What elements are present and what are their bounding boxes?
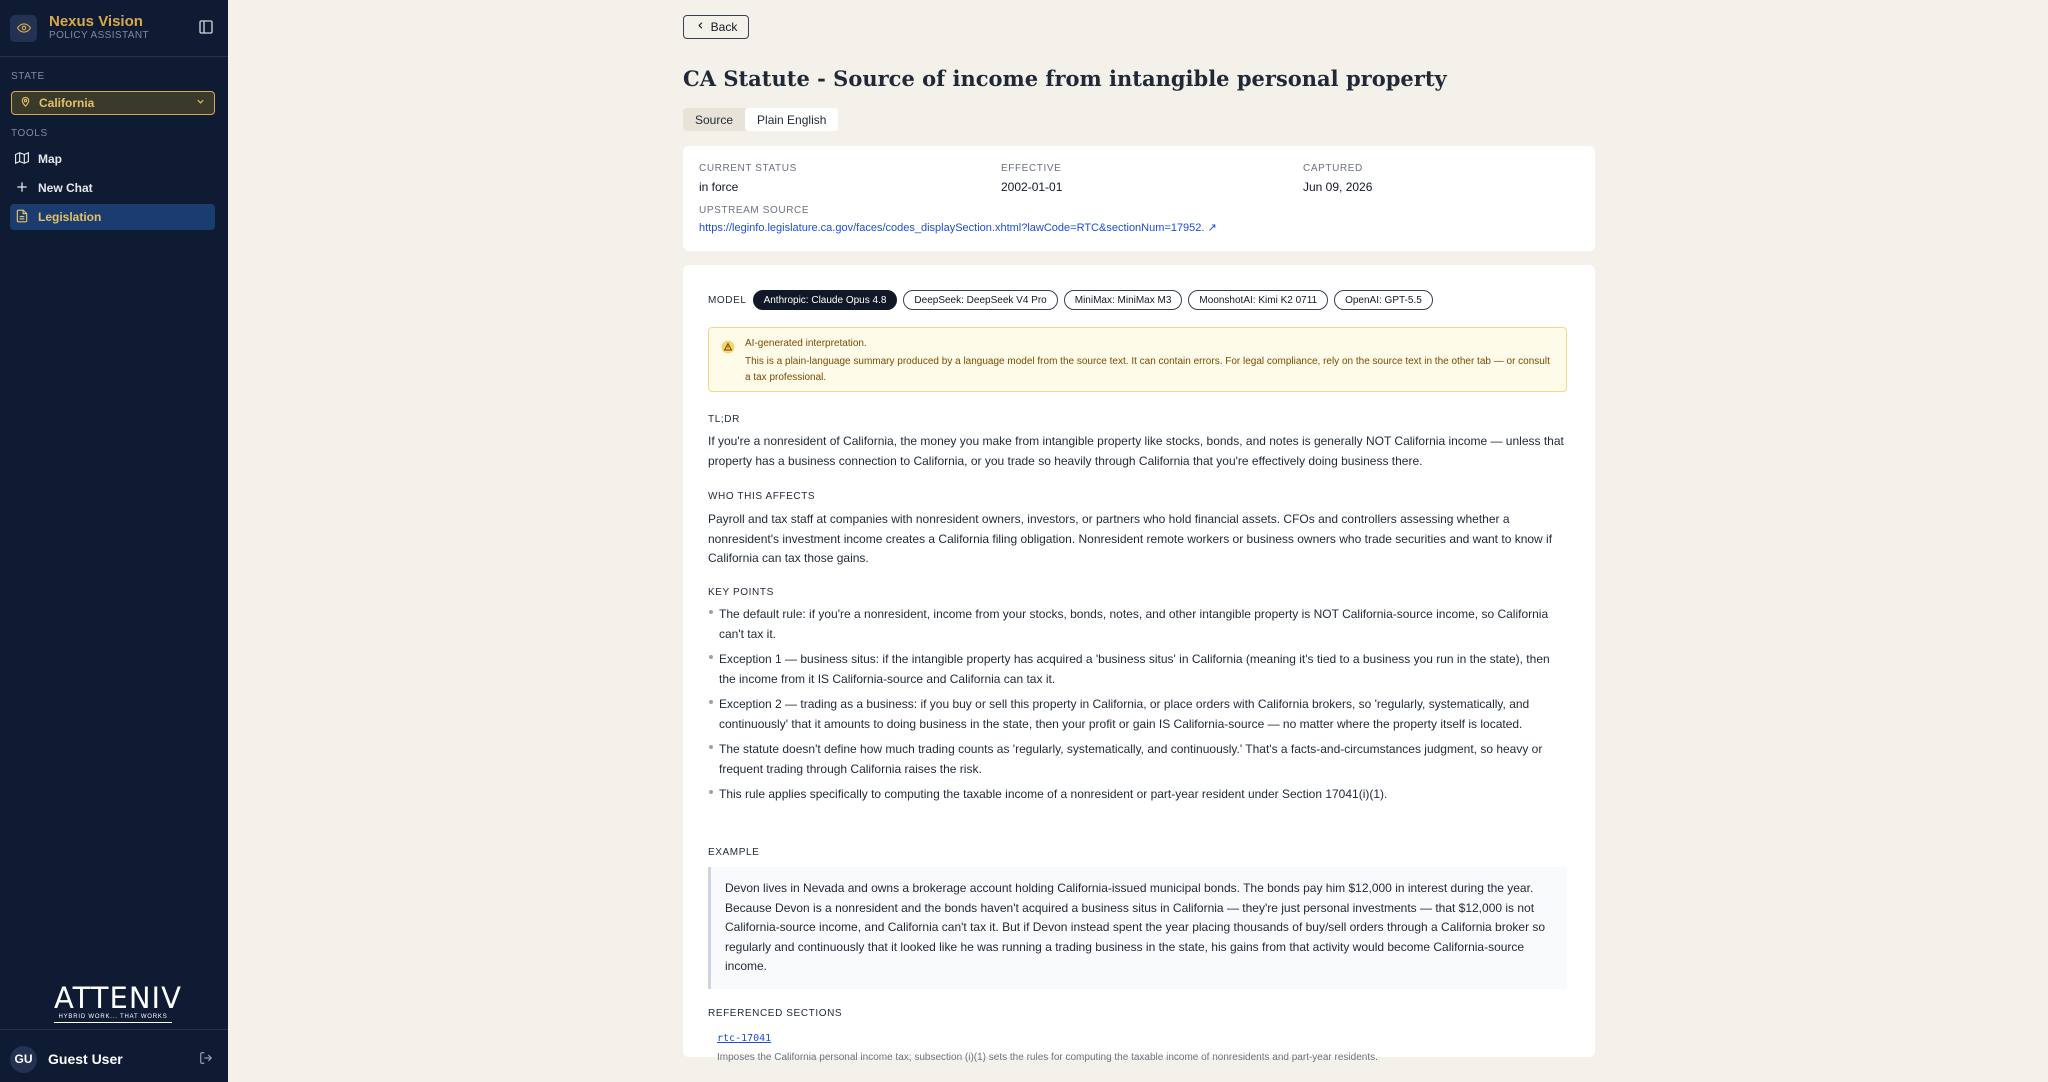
status-value: in force — [699, 180, 739, 194]
example-block: Devon lives in Nevada and owns a brokerage account holding California-issued municipal bonds. The bonds pay him $12,000 in interest during the year. Because Devon is a nonresident and the bonds haven't acquired a business situs in California — they're just personal investments — that $12,000 is not California-source income, and California can't tax it. But if Devon instead spent the year placing thousands of buy/sell orders through a California broker so regularly and continuously that it looked like he was running a trading business in the state, his gains from that activity would become California-source income. — [708, 867, 1567, 989]
map-icon — [15, 151, 29, 168]
upstream-source-label: UPSTREAM SOURCE — [699, 205, 810, 216]
avatar[interactable]: GU — [10, 1046, 37, 1073]
model-label: MODEL — [708, 294, 747, 306]
document-icon — [15, 209, 29, 226]
model-pill-minimax[interactable]: MiniMax: MiniMax M3 — [1064, 290, 1183, 310]
sidebar-item-label: New Chat — [38, 181, 93, 195]
effective-value: 2002-01-01 — [1001, 180, 1063, 194]
who-affects-text: Payroll and tax staff at companies with nonresident owners, investors, or partners who hold financial assets. CFOs and controllers assessing whether a nonresident's investment income creates a California filing obligation. Nonresident remote workers or business owners who trade securities and want to know if California can tax those gains. — [708, 512, 1553, 565]
chevron-down-icon — [195, 94, 206, 112]
view-tabs — [683, 108, 838, 131]
atteniv-logo-tagline: HYBRID WORK... THAT WORKS — [54, 1014, 172, 1023]
list-item: The statute doesn't define how much trading counts as 'regularly, systematically, and continuously.' That's a facts-and-circumstances judgment, so heavy or frequent trading through California raises the risk. — [708, 740, 1568, 779]
model-pill-deepseek[interactable]: DeepSeek: DeepSeek V4 Pro — [903, 290, 1057, 310]
eye-logo-icon — [10, 15, 37, 42]
list-item: Exception 2 — trading as a business: if you buy or sell this property in California, or place orders with California brokers, so 'regularly, systematically, and continuously' that it amounts to doing business in the state, then your profit or gain IS California-source — no matter where the property itself is located. — [708, 695, 1568, 734]
tldr-text: If you're a nonresident of California, the money you make from intangible property like stocks, bonds, and notes is generally NOT California income — unless that property has a business connection to California, or you trade so heavily through California that you're effectively doing business there. — [708, 434, 1564, 468]
warning-title: AI-generated interpretation. — [745, 338, 867, 349]
location-pin-icon — [20, 94, 31, 112]
upstream-source-link[interactable]: https://leginfo.legislature.ca.gov/faces/codes_displaySection.xhtml?lawCode=RTC&sectionNum=17952. ↗ — [699, 222, 1217, 234]
example-heading: EXAMPLE — [708, 847, 760, 858]
tools-label: TOOLS — [11, 128, 48, 139]
state-label: STATE — [11, 71, 45, 82]
status-label: CURRENT STATUS — [699, 163, 797, 174]
sidebar-item-map[interactable] — [10, 146, 215, 172]
state-select-value: California — [39, 96, 95, 110]
captured-value: Jun 09, 2026 — [1303, 180, 1373, 194]
divider — [0, 1029, 228, 1030]
key-points-list — [708, 605, 1568, 811]
brand[interactable] — [10, 14, 149, 42]
tab-plain-english[interactable]: Plain English — [745, 108, 838, 131]
tab-source[interactable]: Source — [695, 112, 734, 127]
warning-body: This is a plain-language summary produced by a language model from the source text. It can contain errors. For legal compliance, rely on the source text in the other tab — or consult a tax professional. — [745, 356, 1550, 383]
sidebar-item-legislation[interactable] — [10, 204, 215, 230]
model-selector — [708, 290, 1439, 310]
referenced-section-link[interactable]: rtc-17041 — [717, 1033, 772, 1044]
model-pill-kimi[interactable]: MoonshotAI: Kimi K2 0711 — [1188, 290, 1328, 310]
page-title: CA Statute - Source of income from intangible personal property — [683, 66, 1447, 91]
sidebar — [0, 0, 228, 1082]
model-pill-claude[interactable]: Anthropic: Claude Opus 4.8 — [753, 290, 898, 310]
model-pill-gpt[interactable]: OpenAI: GPT-5.5 — [1334, 290, 1433, 310]
effective-label: EFFECTIVE — [1001, 163, 1062, 174]
key-points-heading: KEY POINTS — [708, 587, 774, 598]
sidebar-item-label: Map — [38, 152, 62, 166]
tldr-heading: TL;DR — [708, 414, 740, 425]
brand-subtitle: POLICY ASSISTANT — [49, 30, 149, 41]
list-item: This rule applies specifically to computing the taxable income of a nonresident or part-year resident under Section 17041(i)(1). — [708, 785, 1568, 805]
plus-icon — [15, 180, 29, 197]
sidebar-item-label: Legislation — [38, 210, 102, 224]
logout-icon[interactable] — [199, 1051, 215, 1067]
brand-name: Nexus Vision — [49, 13, 143, 30]
back-button[interactable] — [683, 15, 749, 39]
chevron-left-icon — [695, 20, 706, 34]
state-select[interactable] — [11, 91, 215, 115]
sidebar-item-new-chat[interactable] — [10, 175, 215, 201]
metadata-card — [683, 146, 1595, 251]
list-item: The default rule: if you're a nonresident, income from your stocks, bonds, notes, and other intangible property is NOT California-source income, so California can't tax it. — [708, 605, 1568, 644]
referenced-section-description: Imposes the California personal income tax; subsection (i)(1) sets the rules for computing the taxable income of nonresidents and part-year residents. — [717, 1052, 1378, 1063]
ai-warning-banner — [708, 327, 1567, 392]
atteniv-logo-text: ATTENIV — [54, 981, 182, 1015]
warning-triangle-icon — [721, 340, 735, 354]
divider — [0, 56, 228, 57]
referenced-sections-heading: REFERENCED SECTIONS — [708, 1008, 843, 1019]
atteniv-logo — [54, 981, 182, 1023]
list-item: Exception 1 — business situs: if the intangible property has acquired a 'business situs' in California (meaning it's tied to a business you run in the state), then the income from it IS California-source and California can tax it. — [708, 650, 1568, 689]
user-name: Guest User — [48, 1051, 123, 1067]
captured-label: CAPTURED — [1303, 163, 1363, 174]
user-row — [10, 1045, 215, 1073]
back-button-label: Back — [710, 20, 738, 34]
plain-english-card — [683, 265, 1595, 1063]
sidebar-toggle-icon[interactable] — [198, 19, 214, 35]
who-affects-heading: WHO THIS AFFECTS — [708, 491, 816, 502]
